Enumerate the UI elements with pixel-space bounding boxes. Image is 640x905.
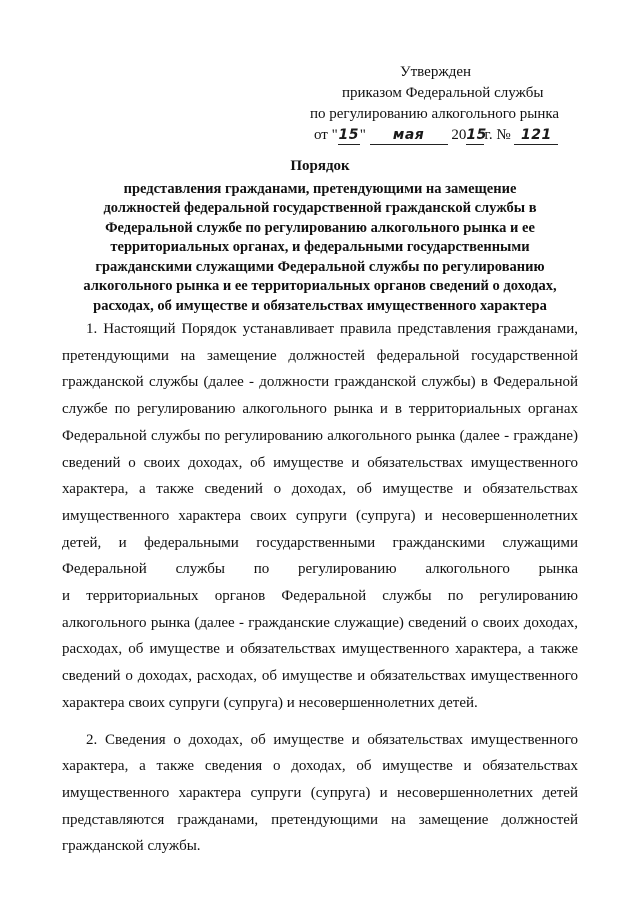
date-month: мая (370, 127, 448, 145)
date-quote-close: " (359, 127, 366, 143)
text-line: и территориальных органов Федеральной службы по регулированию (62, 588, 578, 605)
text-line: претендующими на замещение должностей федеральной государственной (62, 347, 578, 364)
date-year-suffix: г. № (484, 127, 511, 143)
approval-line-agency: по регулированию алкогольного рынка (310, 106, 560, 122)
paragraph-2 (62, 727, 578, 861)
title-line: должностей федеральной государственной гражданской службы в (103, 200, 537, 216)
text-line: характера, а также сведения о доходах, об имуществе и обязательствах (62, 758, 578, 775)
approval-line-order: приказом Федеральной службы (342, 85, 544, 101)
text-line: имущественного характера своих супруги (супруга) и несовершеннолетних (62, 507, 578, 524)
date-year-prefix: 20 (451, 127, 467, 143)
date-year: 15 (466, 127, 487, 143)
text-line: имущественного характера супруги (супруга) и несовершеннолетних детей (62, 784, 578, 801)
text-line: гражданской службы (далее - должности гражданской службы) в Федеральной (62, 374, 578, 391)
text-line: 2. Сведения о доходах, об имуществе и обязательствах имущественного (86, 731, 578, 748)
title-line: Федеральной службе по регулированию алкогольного рынка и ее (105, 219, 535, 236)
approval-date-line (300, 125, 600, 146)
title-line: территориальных органах, и федеральными государственными (110, 239, 530, 255)
document-title (30, 157, 610, 316)
order-number: 121 (514, 127, 558, 145)
text-line: представляются гражданами, претендующими на замещение должностей (62, 811, 578, 828)
approval-stamp (300, 62, 600, 146)
title-heading: Порядок (290, 158, 350, 174)
title-line: представления гражданами, претендующими на замещение (123, 180, 517, 197)
title-line: гражданскими служащими Федеральной службы по регулированию (95, 258, 545, 275)
text-line: сведений о своих доходах, об имуществе и обязательствах имущественного (62, 454, 578, 471)
document-body (62, 316, 578, 860)
text-line: расходах, об имуществе и обязательствах имущественного характера, а также (62, 641, 578, 658)
title-line: расходах, об имуществе и обязательствах имущественного характера (93, 297, 547, 314)
text-line: службе по регулированию алкогольного рынка и в территориальных органах (62, 401, 578, 418)
text-line: сведений о доходах, расходах, об имуществе и обязательствах имущественного (62, 668, 578, 685)
text-line: Федеральной службы по регулированию алкогольного рынка (62, 561, 578, 578)
text-line: Федеральной службы по регулированию алкогольного рынка (далее - граждане) (62, 427, 578, 444)
text-line: детей, и федеральными государственными гражданскими служащими (62, 534, 578, 551)
text-line: 1. Настоящий Порядок устанавливает правила представления гражданами, (86, 321, 578, 337)
text-line: гражданской службы. (62, 838, 201, 855)
date-day: 15 (338, 127, 359, 143)
text-line: алкогольного рынка (далее - гражданские служащие) сведений о своих доходах, (62, 614, 578, 631)
text-line: характера, а также сведений о доходах, об имуществе и обязательствах (62, 481, 578, 498)
text-line: характера своих супруги (супруга) и несовершеннолетних детей. (62, 694, 478, 711)
approval-line-approved: Утвержден (400, 64, 472, 80)
title-line: алкогольного рынка и ее территориальных органов сведений о доходах, (83, 278, 557, 294)
date-prefix: от " (314, 127, 338, 143)
paragraph-1 (62, 316, 578, 717)
